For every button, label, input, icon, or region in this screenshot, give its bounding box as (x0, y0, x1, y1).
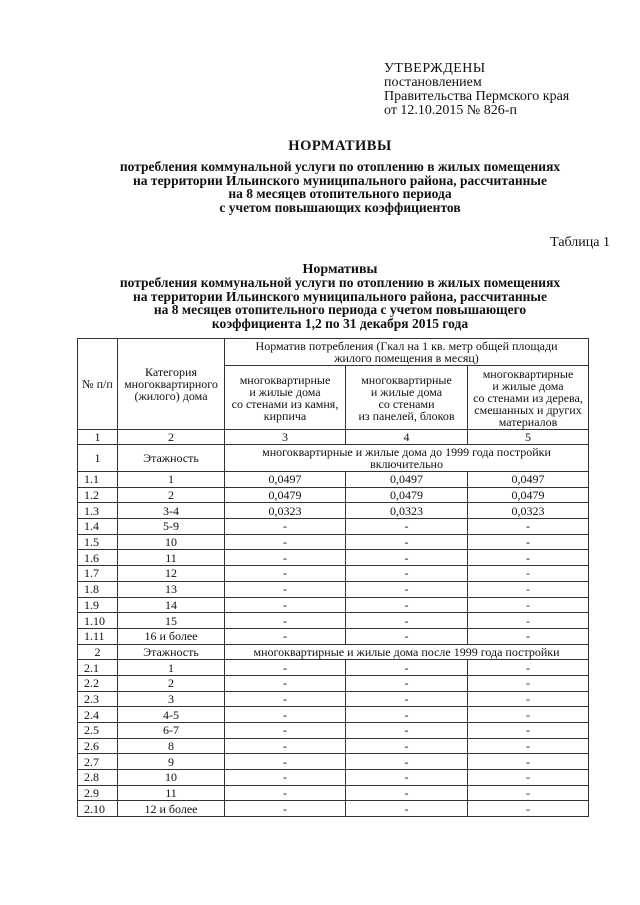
value-wood: - (468, 770, 589, 786)
row-num: 2.9 (78, 785, 118, 801)
table-row (78, 534, 589, 550)
index-cell: 1 (78, 430, 118, 445)
row-floors: 1 (118, 660, 225, 676)
section-category: Этажность (118, 445, 225, 472)
value-panel: - (346, 691, 468, 707)
table-row (78, 613, 589, 629)
table-row (78, 675, 589, 691)
table-row (78, 550, 589, 566)
row-num: 1.10 (78, 613, 118, 629)
row-num: 1.5 (78, 534, 118, 550)
row-num: 1.1 (78, 472, 118, 488)
value-wood: - (468, 723, 589, 739)
table-title: Нормативы (302, 262, 378, 277)
row-num: 1.2 (78, 487, 118, 503)
row-floors: 4-5 (118, 707, 225, 723)
row-floors: 2 (118, 487, 225, 503)
value-panel: - (346, 628, 468, 644)
row-num: 2.7 (78, 754, 118, 770)
header-line: многоквартирные (239, 372, 331, 387)
section-category: Этажность (118, 644, 225, 660)
value-panel: - (346, 723, 468, 739)
value-stone: - (225, 660, 346, 676)
header-line: Норматив потребления (Гкал на 1 кв. метр общей площади (255, 339, 558, 353)
value-panel: 0,0323 (346, 503, 468, 519)
value-wood: - (468, 534, 589, 550)
row-num: 2.2 (78, 675, 118, 691)
value-wood: - (468, 785, 589, 801)
value-panel: - (346, 738, 468, 754)
section-row (78, 644, 589, 660)
value-stone: - (225, 519, 346, 535)
table-row (78, 660, 589, 676)
value-stone: - (225, 754, 346, 770)
table-row (78, 707, 589, 723)
row-floors: 15 (118, 613, 225, 629)
header-stone (225, 366, 346, 430)
row-floors: 16 и более (118, 628, 225, 644)
table-row (78, 519, 589, 535)
value-panel: - (346, 754, 468, 770)
table-row (78, 723, 589, 739)
value-stone: - (225, 613, 346, 629)
row-num: 1.4 (78, 519, 118, 535)
value-panel: - (346, 675, 468, 691)
index-cell: 4 (346, 430, 468, 445)
row-floors: 2 (118, 675, 225, 691)
section-row (78, 445, 589, 472)
index-row (78, 430, 589, 445)
table-row (78, 597, 589, 613)
row-floors: 13 (118, 581, 225, 597)
header-category (118, 339, 225, 430)
row-floors: 1 (118, 472, 225, 488)
main-subtitle-line: с учетом повышающих коэффициентов (219, 199, 461, 215)
value-wood: - (468, 628, 589, 644)
value-stone: 0,0323 (225, 503, 346, 519)
value-stone: - (225, 628, 346, 644)
row-num: 1.9 (78, 597, 118, 613)
value-panel: - (346, 581, 468, 597)
row-floors: 11 (118, 785, 225, 801)
row-floors: 10 (118, 534, 225, 550)
header-wood (468, 366, 589, 430)
row-floors: 6-7 (118, 723, 225, 739)
value-stone: - (225, 770, 346, 786)
row-num: 1.8 (78, 581, 118, 597)
row-num: 2.5 (78, 723, 118, 739)
value-wood: - (468, 581, 589, 597)
table-row (78, 566, 589, 582)
header-line: и жилые дома (370, 384, 443, 399)
value-wood: - (468, 566, 589, 582)
row-num: 1.6 (78, 550, 118, 566)
section-desc: многоквартирные и жилые дома после 1999 года постройки (225, 644, 589, 660)
index-cell: 5 (468, 430, 589, 445)
row-num: 2.4 (78, 707, 118, 723)
value-stone: - (225, 707, 346, 723)
value-wood: 0,0497 (468, 472, 589, 488)
row-floors: 14 (118, 597, 225, 613)
section-num: 1 (78, 445, 118, 472)
value-stone: - (225, 566, 346, 582)
section-desc-line: многоквартирные и жилые дома до 1999 года постройки (262, 445, 551, 459)
value-wood: - (468, 754, 589, 770)
table-row (78, 785, 589, 801)
row-floors: 12 и более (118, 801, 225, 817)
approval-line: от 12.10.2015 № 826-п (384, 103, 517, 118)
table-row (78, 581, 589, 597)
value-wood: - (468, 519, 589, 535)
header-line: со стенами из дерева, (473, 390, 583, 405)
value-panel: - (346, 566, 468, 582)
value-stone: - (225, 550, 346, 566)
header-line: многоквартирные (361, 372, 452, 387)
row-num: 1.11 (78, 628, 118, 644)
value-wood: - (468, 613, 589, 629)
header-norm (225, 339, 589, 366)
row-num: 2.6 (78, 738, 118, 754)
value-panel: - (346, 613, 468, 629)
row-floors: 10 (118, 770, 225, 786)
header-line: Категория (145, 365, 197, 379)
value-stone: - (225, 597, 346, 613)
header-line: и жилые дома (249, 384, 321, 399)
value-panel: - (346, 707, 468, 723)
table-subtitle-line: потребления коммунальной услуги по отоплению в жилых помещениях (119, 275, 561, 290)
section-num: 2 (78, 644, 118, 660)
table-subtitle (40, 276, 640, 330)
value-panel: - (346, 801, 468, 817)
value-stone: - (225, 691, 346, 707)
row-floors: 5-9 (118, 519, 225, 535)
section2-rows (78, 660, 589, 817)
value-stone: - (225, 785, 346, 801)
value-wood: - (468, 691, 589, 707)
header-line: многоквартирные (482, 366, 574, 381)
norms-table (77, 338, 589, 817)
row-num: 2.1 (78, 660, 118, 676)
table-row (78, 472, 589, 488)
header-line: со стенами из камня, (231, 396, 339, 411)
header-num: № п/п (78, 339, 118, 430)
main-subtitle (40, 160, 640, 214)
row-num: 1.7 (78, 566, 118, 582)
value-wood: - (468, 597, 589, 613)
table-subtitle-line: на 8 месяцев отопительного периода с учетом повышающего (153, 302, 527, 317)
header-line: материалов (498, 414, 558, 429)
row-num: 2.3 (78, 691, 118, 707)
row-floors: 9 (118, 754, 225, 770)
row-num: 2.10 (78, 801, 118, 817)
row-floors: 8 (118, 738, 225, 754)
header-line: жилого помещения в месяц) (334, 351, 479, 365)
value-stone: 0,0479 (225, 487, 346, 503)
value-stone: - (225, 723, 346, 739)
value-stone: 0,0497 (225, 472, 346, 488)
value-panel: - (346, 550, 468, 566)
value-panel: - (346, 660, 468, 676)
index-cell: 2 (118, 430, 225, 445)
main-subtitle-line: на территории Ильинского муниципального района, рассчитанные (133, 172, 547, 188)
row-floors: 3-4 (118, 503, 225, 519)
table-row (78, 801, 589, 817)
approval-line: постановлением (384, 75, 482, 90)
table-row (78, 487, 589, 503)
index-cell: 3 (225, 430, 346, 445)
value-wood: - (468, 707, 589, 723)
main-title: НОРМАТИВЫ (288, 138, 392, 154)
row-floors: 12 (118, 566, 225, 582)
header-row (78, 339, 589, 366)
value-wood: - (468, 738, 589, 754)
value-wood: 0,0323 (468, 503, 589, 519)
value-stone: - (225, 675, 346, 691)
value-panel: - (346, 519, 468, 535)
value-stone: - (225, 801, 346, 817)
header-line: кирпича (263, 408, 307, 423)
section-desc-line: включительно (370, 457, 443, 471)
main-subtitle-line: потребления коммунальной услуги по отоплению в жилых помещениях (119, 159, 561, 174)
value-panel: - (346, 770, 468, 786)
header-panel (346, 366, 468, 430)
table-subtitle-line: на территории Ильинского муниципального района, рассчитанные (133, 288, 547, 304)
value-wood: - (468, 550, 589, 566)
value-stone: - (225, 581, 346, 597)
table-number: Таблица 1 (550, 235, 610, 250)
header-line: со стенами (378, 396, 435, 411)
table-row (78, 738, 589, 754)
approval-block (384, 62, 569, 118)
value-wood: - (468, 801, 589, 817)
main-subtitle-line: на 8 месяцев отопительного периода (228, 186, 452, 201)
value-wood: - (468, 675, 589, 691)
table-subtitle-line: коэффициента 1,2 по 31 декабря 2015 года (211, 315, 469, 331)
value-panel: 0,0479 (346, 487, 468, 503)
value-stone: - (225, 738, 346, 754)
section-desc (225, 445, 589, 472)
value-stone: - (225, 534, 346, 550)
header-line: (жилого) дома (134, 389, 208, 403)
header-line: из панелей, блоков (358, 408, 455, 423)
section1-rows (78, 472, 589, 645)
value-wood: 0,0479 (468, 487, 589, 503)
table-row (78, 503, 589, 519)
row-floors: 3 (118, 691, 225, 707)
value-panel: - (346, 785, 468, 801)
row-floors: 11 (118, 550, 225, 566)
row-num: 2.8 (78, 770, 118, 786)
header-line: и жилые дома (492, 378, 564, 393)
value-panel: - (346, 534, 468, 550)
table-row (78, 691, 589, 707)
value-panel: 0,0497 (346, 472, 468, 488)
value-wood: - (468, 660, 589, 676)
header-line: многоквартирного (124, 377, 218, 391)
approval-title: УТВЕРЖДЕНЫ (384, 61, 486, 76)
row-num: 1.3 (78, 503, 118, 519)
value-panel: - (346, 597, 468, 613)
header-line: смешанных и других (474, 402, 582, 417)
table-row (78, 754, 589, 770)
table-row (78, 628, 589, 644)
table-row (78, 770, 589, 786)
approval-line: Правительства Пермского края (384, 89, 570, 104)
